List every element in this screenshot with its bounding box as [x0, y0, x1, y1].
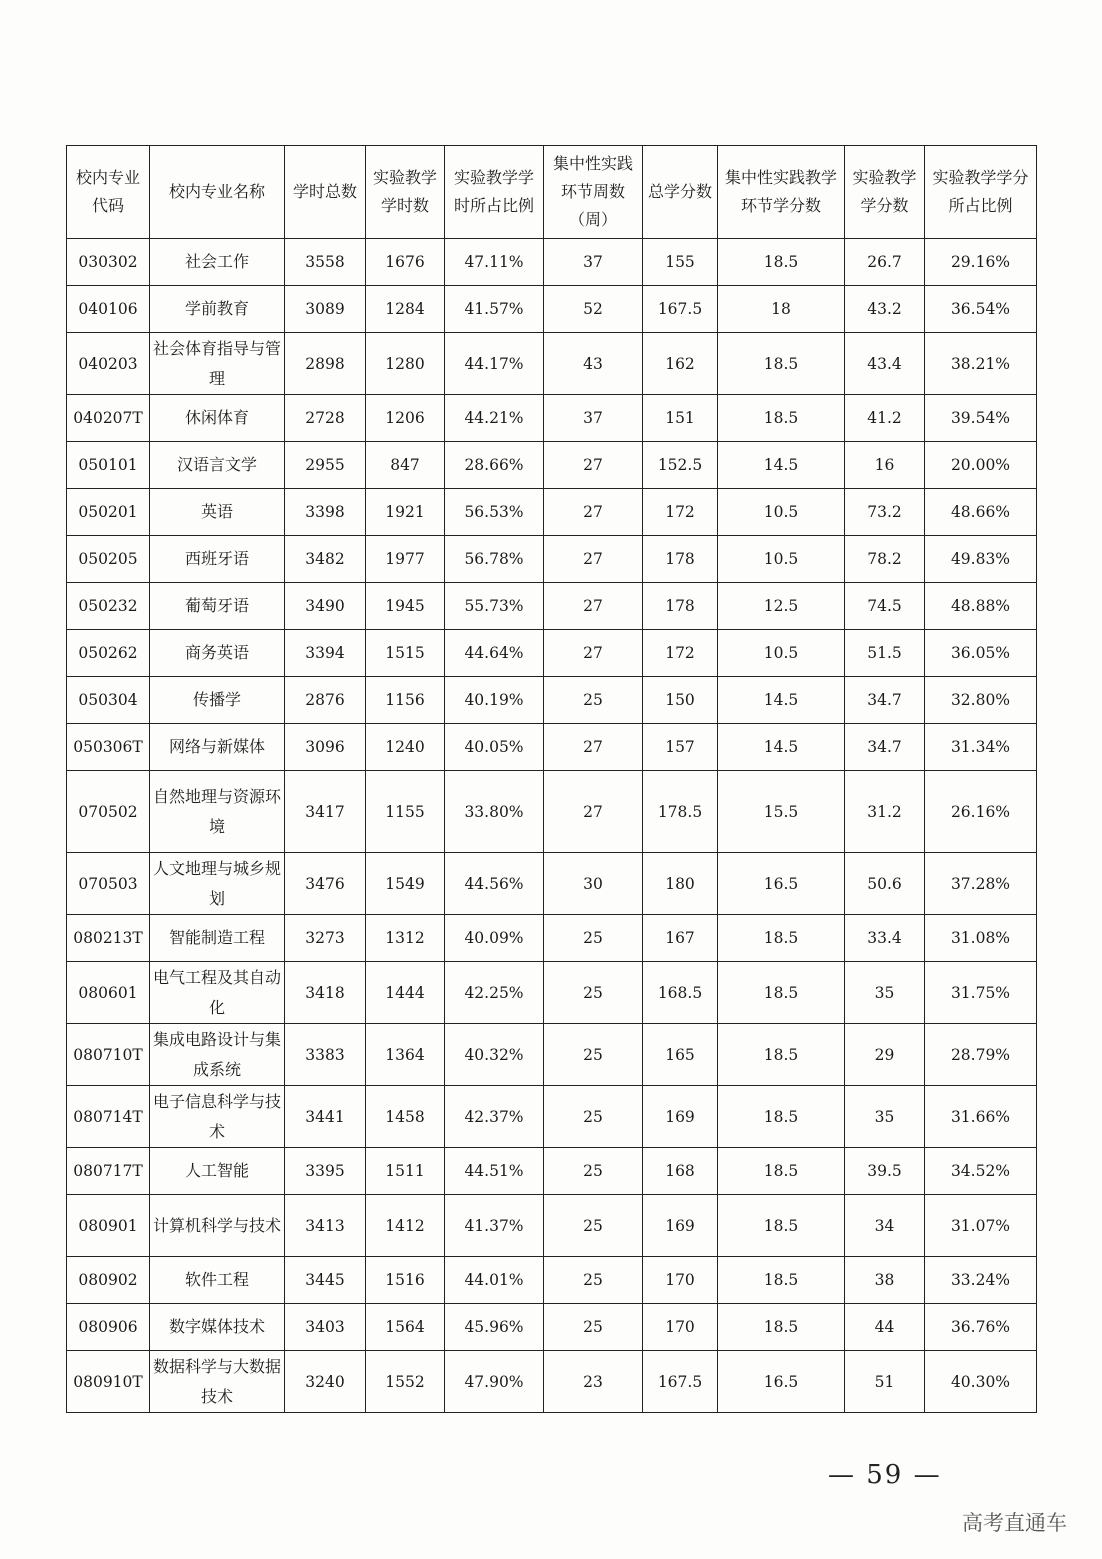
cell-practice-credits: 12.5 [718, 583, 845, 630]
cell-credits: 172 [643, 630, 718, 677]
cell-weeks: 27 [544, 583, 643, 630]
cell-lab-credits: 43.2 [845, 286, 925, 333]
cell-lab-credit-ratio: 39.54% [925, 395, 1037, 442]
cell-practice-credits: 16.5 [718, 853, 845, 915]
cell-hours: 3395 [285, 1148, 366, 1195]
cell-lab-hours-ratio: 55.73% [445, 583, 544, 630]
table-body [67, 239, 1037, 1413]
cell-practice-credits: 18.5 [718, 1086, 845, 1148]
cell-lab-credits: 73.2 [845, 489, 925, 536]
header-weeks: 集中性实践环节周数（周） [544, 146, 643, 239]
cell-lab-credits: 35 [845, 1086, 925, 1148]
cell-practice-credits: 18.5 [718, 1257, 845, 1304]
cell-name: 传播学 [150, 677, 285, 724]
cell-credits: 167 [643, 915, 718, 962]
cell-hours: 3273 [285, 915, 366, 962]
cell-lab-hours: 1206 [366, 395, 445, 442]
cell-lab-hours-ratio: 47.11% [445, 239, 544, 286]
cell-credits: 167.5 [643, 286, 718, 333]
cell-code: 080902 [67, 1257, 150, 1304]
table-row [67, 489, 1037, 536]
cell-lab-credit-ratio: 36.76% [925, 1304, 1037, 1351]
cell-credits: 172 [643, 489, 718, 536]
cell-credits: 165 [643, 1024, 718, 1086]
cell-code: 050262 [67, 630, 150, 677]
cell-lab-credits: 51.5 [845, 630, 925, 677]
cell-lab-hours-ratio: 44.01% [445, 1257, 544, 1304]
cell-credits: 178 [643, 583, 718, 630]
cell-weeks: 25 [544, 1195, 643, 1257]
cell-weeks: 25 [544, 1257, 643, 1304]
cell-lab-hours: 1564 [366, 1304, 445, 1351]
table-row [67, 724, 1037, 771]
cell-lab-hours: 1458 [366, 1086, 445, 1148]
cell-lab-credits: 34.7 [845, 677, 925, 724]
cell-hours: 3096 [285, 724, 366, 771]
cell-lab-hours: 1511 [366, 1148, 445, 1195]
cell-name: 社会体育指导与管理 [150, 333, 285, 395]
cell-lab-credits: 74.5 [845, 583, 925, 630]
table-row [67, 1148, 1037, 1195]
cell-credits: 150 [643, 677, 718, 724]
cell-name: 数据科学与大数据技术 [150, 1351, 285, 1413]
cell-credits: 151 [643, 395, 718, 442]
table-row [67, 1086, 1037, 1148]
page-number: — 59 — [828, 1460, 942, 1490]
header-lab-hours-ratio: 实验教学学时所占比例 [445, 146, 544, 239]
cell-practice-credits: 18.5 [718, 1148, 845, 1195]
cell-name: 葡萄牙语 [150, 583, 285, 630]
cell-code: 050306T [67, 724, 150, 771]
cell-lab-hours-ratio: 44.21% [445, 395, 544, 442]
cell-lab-credit-ratio: 48.66% [925, 489, 1037, 536]
cell-lab-hours: 1155 [366, 771, 445, 853]
cell-hours: 3418 [285, 962, 366, 1024]
cell-practice-credits: 16.5 [718, 1351, 845, 1413]
cell-hours: 2955 [285, 442, 366, 489]
cell-lab-hours: 1156 [366, 677, 445, 724]
cell-name: 网络与新媒体 [150, 724, 285, 771]
header-credits: 总学分数 [643, 146, 718, 239]
cell-name: 学前教育 [150, 286, 285, 333]
cell-lab-credit-ratio: 36.05% [925, 630, 1037, 677]
cell-name: 商务英语 [150, 630, 285, 677]
cell-lab-hours: 1364 [366, 1024, 445, 1086]
cell-lab-credit-ratio: 31.08% [925, 915, 1037, 962]
cell-lab-hours-ratio: 47.90% [445, 1351, 544, 1413]
cell-code: 080906 [67, 1304, 150, 1351]
cell-practice-credits: 18.5 [718, 915, 845, 962]
table-row [67, 853, 1037, 915]
cell-name: 英语 [150, 489, 285, 536]
cell-hours: 3383 [285, 1024, 366, 1086]
header-lab-hours: 实验教学学时数 [366, 146, 445, 239]
cell-lab-credits: 16 [845, 442, 925, 489]
cell-credits: 169 [643, 1195, 718, 1257]
cell-weeks: 25 [544, 1304, 643, 1351]
cell-code: 040207T [67, 395, 150, 442]
cell-lab-hours-ratio: 41.57% [445, 286, 544, 333]
cell-code: 050201 [67, 489, 150, 536]
cell-lab-hours-ratio: 28.66% [445, 442, 544, 489]
cell-practice-credits: 18.5 [718, 1304, 845, 1351]
cell-credits: 180 [643, 853, 718, 915]
cell-code: 080717T [67, 1148, 150, 1195]
cell-lab-credit-ratio: 40.30% [925, 1351, 1037, 1413]
cell-code: 080910T [67, 1351, 150, 1413]
cell-practice-credits: 10.5 [718, 489, 845, 536]
cell-name: 智能制造工程 [150, 915, 285, 962]
cell-lab-hours: 1240 [366, 724, 445, 771]
cell-lab-hours-ratio: 40.05% [445, 724, 544, 771]
cell-lab-hours-ratio: 40.32% [445, 1024, 544, 1086]
cell-lab-hours-ratio: 44.64% [445, 630, 544, 677]
cell-lab-credit-ratio: 31.75% [925, 962, 1037, 1024]
cell-code: 070502 [67, 771, 150, 853]
header-name: 校内专业名称 [150, 146, 285, 239]
cell-weeks: 27 [544, 536, 643, 583]
cell-practice-credits: 15.5 [718, 771, 845, 853]
table-row [67, 1195, 1037, 1257]
cell-code: 080213T [67, 915, 150, 962]
cell-weeks: 25 [544, 915, 643, 962]
cell-practice-credits: 10.5 [718, 536, 845, 583]
cell-name: 人工智能 [150, 1148, 285, 1195]
cell-code: 080714T [67, 1086, 150, 1148]
cell-weeks: 25 [544, 1024, 643, 1086]
cell-credits: 169 [643, 1086, 718, 1148]
cell-hours: 3403 [285, 1304, 366, 1351]
cell-lab-hours-ratio: 42.37% [445, 1086, 544, 1148]
cell-practice-credits: 14.5 [718, 442, 845, 489]
header-practice-credits: 集中性实践教学环节学分数 [718, 146, 845, 239]
cell-lab-credit-ratio: 34.52% [925, 1148, 1037, 1195]
cell-lab-credits: 34 [845, 1195, 925, 1257]
cell-weeks: 30 [544, 853, 643, 915]
majors-table [66, 145, 1037, 1413]
cell-lab-credits: 34.7 [845, 724, 925, 771]
table-row [67, 286, 1037, 333]
cell-code: 050304 [67, 677, 150, 724]
cell-practice-credits: 18.5 [718, 1195, 845, 1257]
cell-code: 050101 [67, 442, 150, 489]
cell-name: 西班牙语 [150, 536, 285, 583]
cell-lab-credits: 51 [845, 1351, 925, 1413]
cell-code: 050232 [67, 583, 150, 630]
cell-hours: 3413 [285, 1195, 366, 1257]
header-lab-credits: 实验教学学分数 [845, 146, 925, 239]
cell-practice-credits: 10.5 [718, 630, 845, 677]
cell-credits: 155 [643, 239, 718, 286]
cell-name: 电气工程及其自动化 [150, 962, 285, 1024]
cell-code: 040106 [67, 286, 150, 333]
cell-hours: 3490 [285, 583, 366, 630]
cell-weeks: 27 [544, 442, 643, 489]
cell-lab-hours-ratio: 40.19% [445, 677, 544, 724]
cell-name: 自然地理与资源环境 [150, 771, 285, 853]
cell-lab-credit-ratio: 31.07% [925, 1195, 1037, 1257]
cell-weeks: 27 [544, 771, 643, 853]
header-lab-credit-ratio: 实验教学学分所占比例 [925, 146, 1037, 239]
cell-lab-credit-ratio: 37.28% [925, 853, 1037, 915]
table-row [67, 1304, 1037, 1351]
cell-weeks: 37 [544, 395, 643, 442]
cell-lab-hours-ratio: 56.78% [445, 536, 544, 583]
cell-lab-credit-ratio: 29.16% [925, 239, 1037, 286]
cell-name: 汉语言文学 [150, 442, 285, 489]
cell-lab-credit-ratio: 26.16% [925, 771, 1037, 853]
cell-hours: 3441 [285, 1086, 366, 1148]
table-row [67, 442, 1037, 489]
cell-lab-credits: 38 [845, 1257, 925, 1304]
table-row [67, 333, 1037, 395]
cell-lab-hours-ratio: 45.96% [445, 1304, 544, 1351]
cell-practice-credits: 18.5 [718, 239, 845, 286]
cell-credits: 162 [643, 333, 718, 395]
cell-code: 080710T [67, 1024, 150, 1086]
cell-name: 集成电路设计与集成系统 [150, 1024, 285, 1086]
cell-lab-hours: 1444 [366, 962, 445, 1024]
cell-code: 030302 [67, 239, 150, 286]
cell-name: 计算机科学与技术 [150, 1195, 285, 1257]
cell-weeks: 25 [544, 1086, 643, 1148]
cell-lab-credit-ratio: 36.54% [925, 286, 1037, 333]
cell-practice-credits: 14.5 [718, 677, 845, 724]
cell-hours: 3240 [285, 1351, 366, 1413]
cell-lab-hours: 1676 [366, 239, 445, 286]
cell-lab-credits: 39.5 [845, 1148, 925, 1195]
cell-code: 070503 [67, 853, 150, 915]
cell-weeks: 52 [544, 286, 643, 333]
cell-practice-credits: 18 [718, 286, 845, 333]
table-row [67, 1257, 1037, 1304]
cell-credits: 168 [643, 1148, 718, 1195]
table-row [67, 239, 1037, 286]
cell-credits: 157 [643, 724, 718, 771]
cell-credits: 178.5 [643, 771, 718, 853]
cell-lab-hours: 1945 [366, 583, 445, 630]
cell-lab-credits: 41.2 [845, 395, 925, 442]
table-row [67, 395, 1037, 442]
cell-name: 电子信息科学与技术 [150, 1086, 285, 1148]
cell-weeks: 27 [544, 489, 643, 536]
cell-lab-credit-ratio: 32.80% [925, 677, 1037, 724]
cell-lab-credits: 78.2 [845, 536, 925, 583]
cell-hours: 3482 [285, 536, 366, 583]
cell-weeks: 23 [544, 1351, 643, 1413]
cell-lab-hours: 1549 [366, 853, 445, 915]
cell-lab-credit-ratio: 48.88% [925, 583, 1037, 630]
cell-lab-hours: 1412 [366, 1195, 445, 1257]
cell-lab-hours-ratio: 56.53% [445, 489, 544, 536]
cell-weeks: 37 [544, 239, 643, 286]
cell-hours: 3476 [285, 853, 366, 915]
cell-lab-hours-ratio: 33.80% [445, 771, 544, 853]
cell-lab-credit-ratio: 49.83% [925, 536, 1037, 583]
cell-hours: 3394 [285, 630, 366, 677]
cell-hours: 3417 [285, 771, 366, 853]
cell-name: 人文地理与城乡规划 [150, 853, 285, 915]
cell-lab-hours: 1921 [366, 489, 445, 536]
cell-weeks: 27 [544, 724, 643, 771]
cell-lab-credits: 35 [845, 962, 925, 1024]
cell-lab-credits: 33.4 [845, 915, 925, 962]
cell-name: 数字媒体技术 [150, 1304, 285, 1351]
cell-credits: 178 [643, 536, 718, 583]
cell-weeks: 25 [544, 677, 643, 724]
cell-practice-credits: 18.5 [718, 333, 845, 395]
cell-code: 040203 [67, 333, 150, 395]
cell-practice-credits: 18.5 [718, 395, 845, 442]
cell-hours: 2898 [285, 333, 366, 395]
cell-lab-hours: 1280 [366, 333, 445, 395]
cell-weeks: 27 [544, 630, 643, 677]
cell-lab-hours: 1516 [366, 1257, 445, 1304]
cell-lab-hours: 1515 [366, 630, 445, 677]
cell-name: 社会工作 [150, 239, 285, 286]
header-hours: 学时总数 [285, 146, 366, 239]
cell-code: 050205 [67, 536, 150, 583]
cell-name: 休闲体育 [150, 395, 285, 442]
cell-lab-credit-ratio: 38.21% [925, 333, 1037, 395]
cell-code: 080601 [67, 962, 150, 1024]
cell-hours: 3445 [285, 1257, 366, 1304]
cell-practice-credits: 18.5 [718, 1024, 845, 1086]
cell-weeks: 25 [544, 962, 643, 1024]
cell-lab-credits: 43.4 [845, 333, 925, 395]
cell-hours: 3089 [285, 286, 366, 333]
cell-credits: 170 [643, 1304, 718, 1351]
cell-lab-hours: 1552 [366, 1351, 445, 1413]
cell-practice-credits: 14.5 [718, 724, 845, 771]
cell-hours: 3398 [285, 489, 366, 536]
table-row [67, 915, 1037, 962]
header-code: 校内专业代码 [67, 146, 150, 239]
watermark-text: 高考直通车 [962, 1511, 1067, 1535]
cell-lab-hours-ratio: 40.09% [445, 915, 544, 962]
cell-lab-hours: 1977 [366, 536, 445, 583]
cell-lab-hours: 847 [366, 442, 445, 489]
cell-lab-credit-ratio: 28.79% [925, 1024, 1037, 1086]
table-row [67, 962, 1037, 1024]
cell-lab-credit-ratio: 20.00% [925, 442, 1037, 489]
cell-lab-hours-ratio: 42.25% [445, 962, 544, 1024]
table-row [67, 536, 1037, 583]
cell-lab-credit-ratio: 33.24% [925, 1257, 1037, 1304]
cell-weeks: 43 [544, 333, 643, 395]
cell-hours: 2728 [285, 395, 366, 442]
cell-lab-credit-ratio: 31.34% [925, 724, 1037, 771]
table-header-row [67, 146, 1037, 239]
table-row [67, 1351, 1037, 1413]
cell-lab-hours-ratio: 44.56% [445, 853, 544, 915]
cell-lab-hours-ratio: 41.37% [445, 1195, 544, 1257]
cell-weeks: 25 [544, 1148, 643, 1195]
cell-credits: 152.5 [643, 442, 718, 489]
cell-lab-hours: 1312 [366, 915, 445, 962]
cell-lab-credits: 31.2 [845, 771, 925, 853]
cell-hours: 2876 [285, 677, 366, 724]
cell-lab-hours: 1284 [366, 286, 445, 333]
cell-lab-credits: 26.7 [845, 239, 925, 286]
cell-credits: 168.5 [643, 962, 718, 1024]
cell-practice-credits: 18.5 [718, 962, 845, 1024]
cell-lab-credits: 29 [845, 1024, 925, 1086]
cell-credits: 167.5 [643, 1351, 718, 1413]
table-row [67, 1024, 1037, 1086]
cell-name: 软件工程 [150, 1257, 285, 1304]
cell-lab-credit-ratio: 31.66% [925, 1086, 1037, 1148]
cell-hours: 3558 [285, 239, 366, 286]
table-row [67, 771, 1037, 853]
cell-credits: 170 [643, 1257, 718, 1304]
cell-code: 080901 [67, 1195, 150, 1257]
cell-lab-hours-ratio: 44.17% [445, 333, 544, 395]
table-row [67, 677, 1037, 724]
table-row [67, 583, 1037, 630]
cell-lab-hours-ratio: 44.51% [445, 1148, 544, 1195]
cell-lab-credits: 44 [845, 1304, 925, 1351]
table-row [67, 630, 1037, 677]
cell-lab-credits: 50.6 [845, 853, 925, 915]
